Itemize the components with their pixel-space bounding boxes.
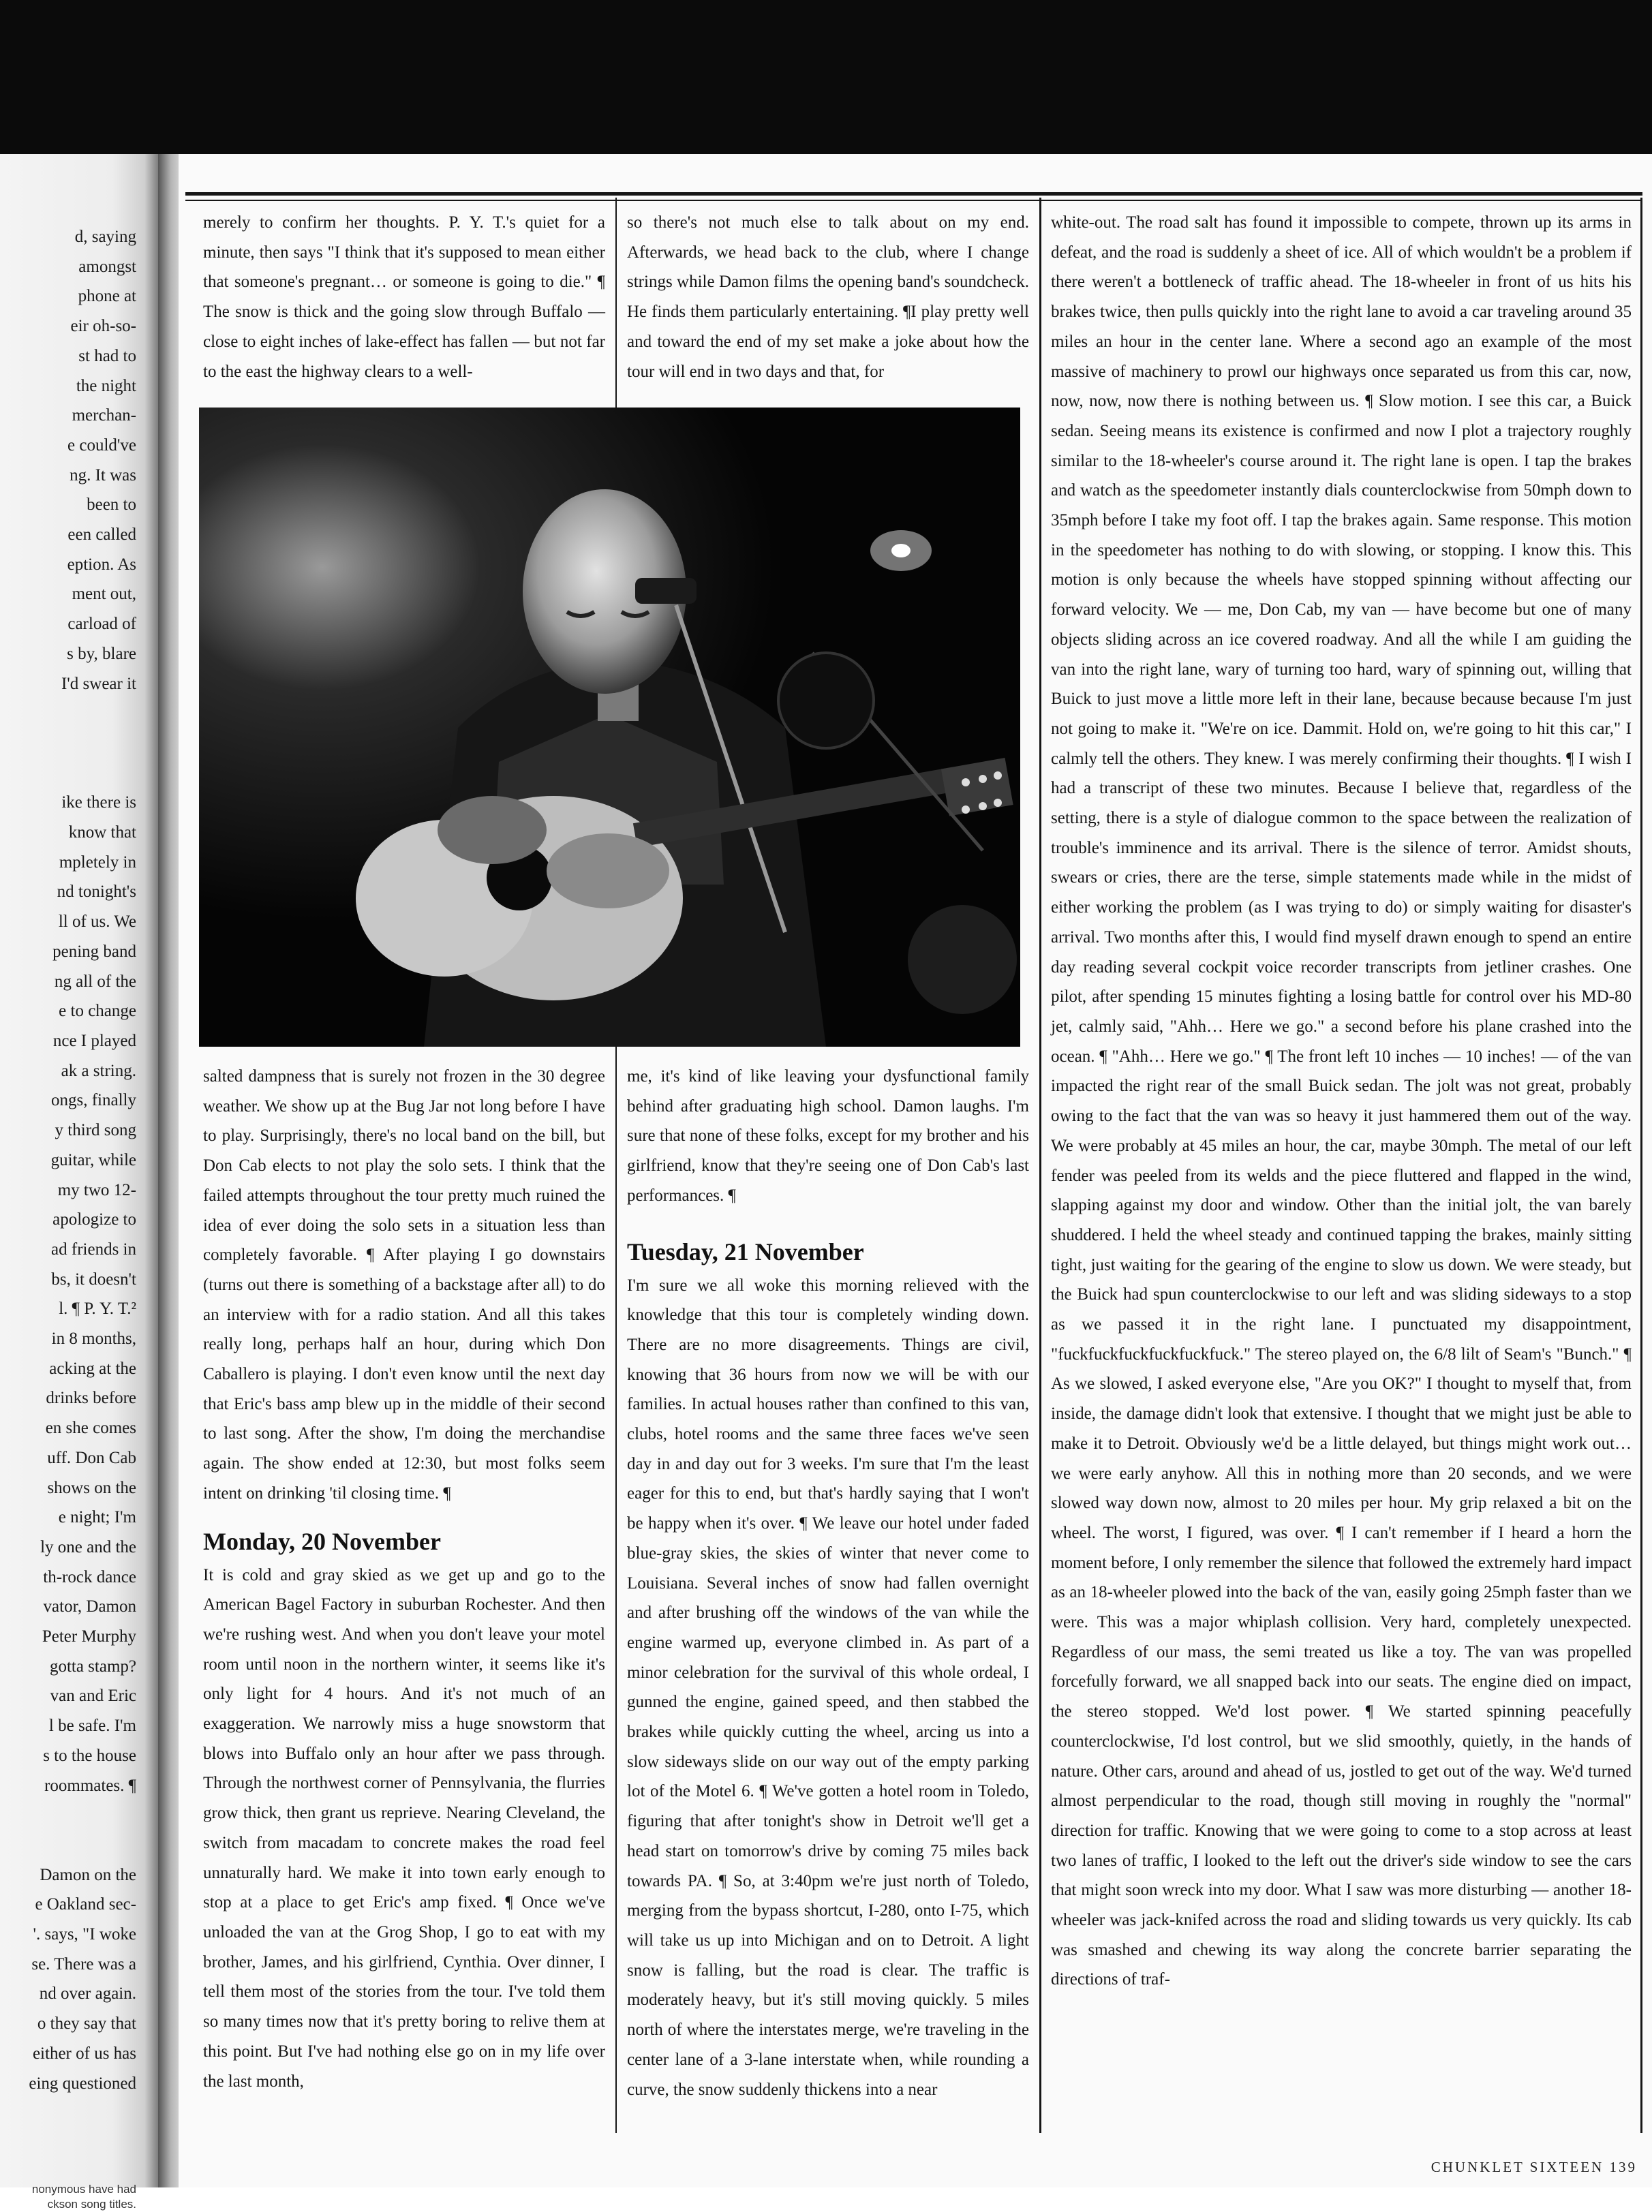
frame-top-rule (185, 192, 1642, 196)
monday-text: It is cold and gray skied as we get up and go to the American Bagel Factory in suburban Rochester. And then we're rushing west. And when you don't leave your motel room until noon in the northern winter, it seems like it's only light for 4 hours. And it's not much of an exaggeration. We narrowly miss a huge snowstorm that blows into Buffalo only an hour after we pass through. Through the northwest corner of Pennsylvania, the flurries grow thick, then grant us reprieve. Nearing Cleveland, the switch from macadam to concrete makes the road feel unnaturally hard. We make it into town early enough to stop at a place to get Eric's amp fixed. ¶ Once we've unloaded the van at the Grog Shop, I go to eat with my brother, James, and his girlfriend, Cynthia. Over dinner, I tell them most of the stories from the tour. I've told them so many times now that it's pretty boring to relive them at this point. But I've had nothing else go on in my life over the last month, (203, 1565, 605, 2091)
left-page-line (0, 758, 136, 788)
left-page-line: eir oh-so- (70, 317, 136, 336)
left-page-line: een called (67, 525, 136, 544)
left-page-line: ment out, (72, 585, 136, 604)
left-page-line: Damon on the (40, 1865, 136, 1884)
left-page-line: amongst (78, 257, 136, 276)
column-2-top (627, 208, 1029, 404)
column-rule-2 (1039, 198, 1041, 2133)
left-page-line: en she comes (45, 1419, 136, 1438)
left-page-line: van and Eric (50, 1687, 136, 1706)
column-rule-1 (615, 198, 617, 409)
left-page-line: ak a string. (61, 1061, 136, 1080)
left-page-line: vator, Damon (43, 1597, 136, 1616)
column-2-bottom-text: me, it's kind of like leaving your dysfunctional family behind after graduating high school. Damon laughs. I'm sure that none of these folks, except for my brother and his girlfriend, know that they're seeing one of Don Cab's last performances. ¶ (627, 1067, 1029, 1205)
left-page-line: l. ¶ P. Y. T.² (59, 1300, 136, 1319)
scan-background (0, 0, 1652, 154)
page-folio: CHUNKLET SIXTEEN 139 (1431, 2159, 1637, 2175)
page-right-rule (1640, 198, 1642, 2133)
left-page-line: ly one and the (40, 1537, 136, 1556)
left-page-line: Peter Murphy (42, 1627, 136, 1646)
column-rule-1-lower (615, 1046, 617, 2133)
left-page-line: phone at (78, 287, 136, 306)
guitarist-illustration (199, 408, 1020, 1047)
left-page-line (0, 698, 136, 728)
left-page-line: '. says, "I woke (33, 1925, 136, 1944)
left-page-line: pening band (52, 942, 136, 961)
left-page-line: e Oakland sec- (35, 1895, 136, 1914)
left-page-line: shows on the (47, 1478, 136, 1497)
left-page-line: st had to (78, 346, 136, 365)
left-page-line: bs, it doesn't (51, 1270, 136, 1289)
left-page-line: guitar, while (50, 1150, 136, 1169)
left-page-line: o they say that (37, 2014, 136, 2033)
monday-heading: Monday, 20 November (203, 1527, 441, 1555)
left-page-line: nce I played (52, 1031, 136, 1050)
concert-photo (199, 408, 1020, 1047)
left-page-line: s to the house (43, 1746, 136, 1765)
left-page-line: ng all of the (54, 972, 136, 991)
left-page-line: ad friends in (51, 1240, 136, 1259)
left-page-line: drinks before (46, 1389, 136, 1408)
column-1-bottom (203, 1062, 605, 2138)
left-page-edge (0, 154, 161, 2211)
left-page-line: apologize to (52, 1210, 136, 1229)
left-page-line: eing questioned (29, 2074, 136, 2093)
left-page-line (0, 1800, 136, 1830)
left-page-line: se. There was a (31, 1954, 136, 1973)
column-2-top-text: so there's not much else to talk about on my end. Afterwards, we head back to the club, where I change strings while Damon films the opening band's soundcheck. He finds them particularly entertaining. ¶I play pretty well and toward the end of my set make a joke about how the tour will end in two days and that, for (627, 213, 1029, 381)
left-page-line: nd tonight's (57, 882, 136, 902)
column-1-top-text: merely to confirm her thoughts. P. Y. T.'s quiet for a minute, then says "I think that it's supposed to mean either that someone's pregnant… or someone is going to die." ¶ The snow is thick and the going slow through Buffalo — close to eight inches of lake-effect has fallen — but not far to the east the highway clears to a well- (203, 213, 605, 381)
left-page-line: e to change (59, 1002, 136, 1021)
tuesday-text: I'm sure we all woke this morning relieved with the knowledge that this tour is completely winding down. There are no more disagreements. Things are civil, knowing that 36 hours from now we will be with our families. In actual houses rather than confined to this van, clubs, hotel rooms and the same three faces we've seen day in and day out for 3 weeks. I'm sure that I'm the least eager for this to end, but that's hardly saying that I won't be happy when it's over. ¶ We leave our hotel under faded blue-gray skies, the skies of winter that never come to Louisiana. Several inches of snow had fallen overnight and after brushing off the windows of the van while the engine warmed up, everyone climbed in. As part of a minor celebration for the survival of this whole ordeal, I gunned the engine, gained speed, and then stabbed the brakes while quickly cutting the wheel, arcing us into a slow sideways slide on our way out of the empty parking lot of the Motel 6. ¶ We've gotten a hotel room in Toledo, figuring that after tonight's show in Detroit we'll get a head start on tomorrow's drive by coming 75 miles back towards PA. ¶ So, at 3:40pm we're just north of Toledo, merging from the bypass shortcut, I-280, onto I-75, which will take us up into Michigan and on to Detroit. A light snow is falling, but the road is clear. The traffic is moderately heavy, but it's still moving quickly. 5 miles north of where the interstates merge, we're traveling in the center lane of a 3-lane interstate when, while rounding a curve, the snow suddenly thickens into a near (627, 1276, 1029, 2099)
column-1-bottom-text: salted dampness that is surely not frozen in the 30 degree weather. We show up at the Bug Jar not long before I have to play. Surprisingly, there's no local band on the bill, but Don Cab elects to not play the solo sets. I think that the failed attempts throughout the tour pretty much ruined the idea of ever doing the solo sets in a situation less than completely favorable. ¶ After playing I go downstairs (turns out there is something of a backstage after all) to do an interview with for a radio station. And all this takes really long, perhaps half an hour, during which Don Caballero is playing. I don't even know until the next day that Eric's bass amp blew up in the middle of their second to last song. After the show, I'm doing the merchandise again. The show ended at 12:30, but most folks seem intent on drinking 'til closing time. ¶ (203, 1067, 605, 1503)
left-page-line (0, 1830, 136, 1860)
column-1-top (203, 208, 605, 404)
left-page-line: ll of us. We (58, 912, 136, 932)
left-page-line: d, saying (74, 228, 136, 246)
left-page-line: e could've (67, 435, 136, 455)
left-page-line: carload of (67, 615, 136, 634)
column-2-bottom (627, 1062, 1029, 2138)
left-page-line: s by, blare (67, 644, 136, 663)
left-page-text-column (0, 222, 136, 2093)
left-page-line: ng. It was (70, 465, 136, 485)
column-3-text: white-out. The road salt has found it impossible to compete, thrown up its arms in defeat, and the road is suddenly a sheet of ice. All of which wouldn't be a problem if there weren't a bottleneck of traffic ahead. The 18-wheeler in front of us hits his brakes twice, then pulls quickly into the right lane to avoid a car traveling around 35 miles an hour in the center lane. Where a second ago an example of the most massive of machinery to prowl our highways once separated us from this car, now, now, now, now there is nothing between us. ¶ Slow motion. I see this car, a Buick sedan. Seeing means its existence is confirmed and now I plot a trajectory roughly similar to the 18-wheeler's course around it. The right lane is open. I tap the brakes and watch as the speedometer instantly dials counterclockwise from 50mph down to 35mph before I take my foot off. I tap the brakes again. Same response. This motion in the speedometer has nothing to do with slowing, or stopping. I know this. This motion is only because the wheels have stopped spinning without affecting our forward velocity. We — me, Don Cab, my van — have become but one of many objects sliding across an ice covered roadway. And all the while I am guiding the van into the right lane, wary of turning too hard, wary of spinning out, willing that Buick to just move a little more left in their lane, because because because I'm just not going to make it. "We're on ice. Dammit. Hold on, we're going to hit this car," I calmly tell the others. They knew. I was merely confirming their thoughts. ¶ I wish I had a transcript of these two minutes. Because I believe that, regardless of the setting, there is a style of dialogue common to the space between the realization of trouble's imminence and its arrival. There is the silence of terror. Amidst shouts, swears or cries, there are the terse, simple statements made while in the midst of either working the problem (as I was trying to do) or simply waiting for disaster's arrival. Two months after this, I would find myself drawn enough to spend an entire day reading several cockpit voice recorder transcripts from jetliner crashes. One pilot, after spending 15 minutes fighting a losing battle for control over his MD-80 jet, calmly said, "Ahh… Here we go." a second before his plane crashed into the ocean. ¶ "Ahh… Here we go." ¶ The front left 10 inches — 10 inches! — of the van impacted the right rear of the small Buick sedan. The jolt was not great, probably owing to the fact that the van was so heavy it just hammered them out of the way. We were probably at 45 miles an hour, the car, maybe 30mph. The metal of our left fender was peeled from its welds and the piece fluttered and flapped in the wind, slapping against my door and window. Other than the initial jolt, the van barely shuddered. I held the wheel steady and continued tapping the brakes, mainly sitting tight, just waiting for the gearing of the engine to slow us down. We were steady, but the Buick had spun counterclockwise to our left and was sliding sideways to a stop as we passed it in the right lane. I punctuated my disappointment, "fuckfuckfuckfuckfuckfuck." The stereo played on, the 6/8 lilt of Seam's "Bunch." ¶ As we slowed, I asked everyone else, "Are you OK?" I thought to myself that, from inside, the damage didn't look that extensive. I thought that we might just be able to make it to Detroit. Obviously we'd be a little delayed, but things might work out… we were early anyhow. All this in nothing more than 20 seconds, and we were slowed way down now, almost to 20 miles per hour. My grip relaxed a bit on the wheel. The worst, I figured, was over. ¶ I can't remember if I heard a horn the moment before, I only remember the silence that followed the extremely hard impact as an 18-wheeler plowed into the back of the van, easily going 25mph faster than we were. This was a major whiplash collision. Very hard, completely unexpected. Regardless of our mass, the semi treated us like a toy. The van was propelled forcefully forward, we all snapped back into our seats. The engine died on impact, the stereo stopped. We'd lost power. ¶ We started spinning peacefully counterclockwise, I'd lost control, but we slid smoothly, quietly, in the hands of nature. Other cars, around and ahead of us, jostled to get out of the way. We'd turned almost perpendicular to the road, though still moving in roughly the "normal" direction for traffic. Knowing that we were going to come to a stop across at least two lanes of traffic, I looked to the left out the driver's side window to see the cars that might soon wreck into my door. What I saw was more disturbing — another 18-wheeler was jack-knifed across the road and sliding towards us very quickly. Its cab was smashed and chewing its way along the concrete barrier separating the directions of traf- (1051, 213, 1632, 1989)
left-page-line: ike there is (61, 793, 136, 812)
left-page-line: merchan- (72, 406, 136, 425)
left-page-line: eption. As (67, 555, 136, 574)
left-page-line: I'd swear it (61, 674, 136, 693)
left-page-line (0, 728, 136, 758)
left-page-line: the night (76, 376, 136, 395)
left-page-line: in 8 months, (51, 1330, 136, 1349)
left-page-line: gotta stamp? (49, 1657, 136, 1676)
left-page-line: my two 12- (57, 1180, 136, 1199)
left-page-line: nd over again. (39, 1984, 136, 2003)
left-page-line: th-rock dance (43, 1567, 136, 1586)
left-page-line: know that (68, 823, 136, 842)
left-page-line: mpletely in (59, 852, 136, 872)
left-page-line: e night; I'm (58, 1508, 136, 1527)
left-page-line: roommates. ¶ (44, 1776, 136, 1795)
left-page-line: ongs, finally (51, 1091, 136, 1110)
left-page-line: been to (87, 495, 136, 514)
left-page-line: y third song (55, 1121, 136, 1140)
left-page-line: acking at the (49, 1359, 136, 1378)
left-page-line: l be safe. I'm (48, 1717, 136, 1736)
left-page-line: either of us has (32, 2044, 136, 2063)
left-page-line: uff. Don Cab (47, 1448, 136, 1467)
tuesday-heading: Tuesday, 21 November (627, 1238, 864, 1265)
frame-top-rule-inner (185, 200, 1642, 201)
column-3 (1051, 208, 1632, 2140)
left-page-footnote: nonymous have had ckson song titles. (31, 2183, 136, 2211)
